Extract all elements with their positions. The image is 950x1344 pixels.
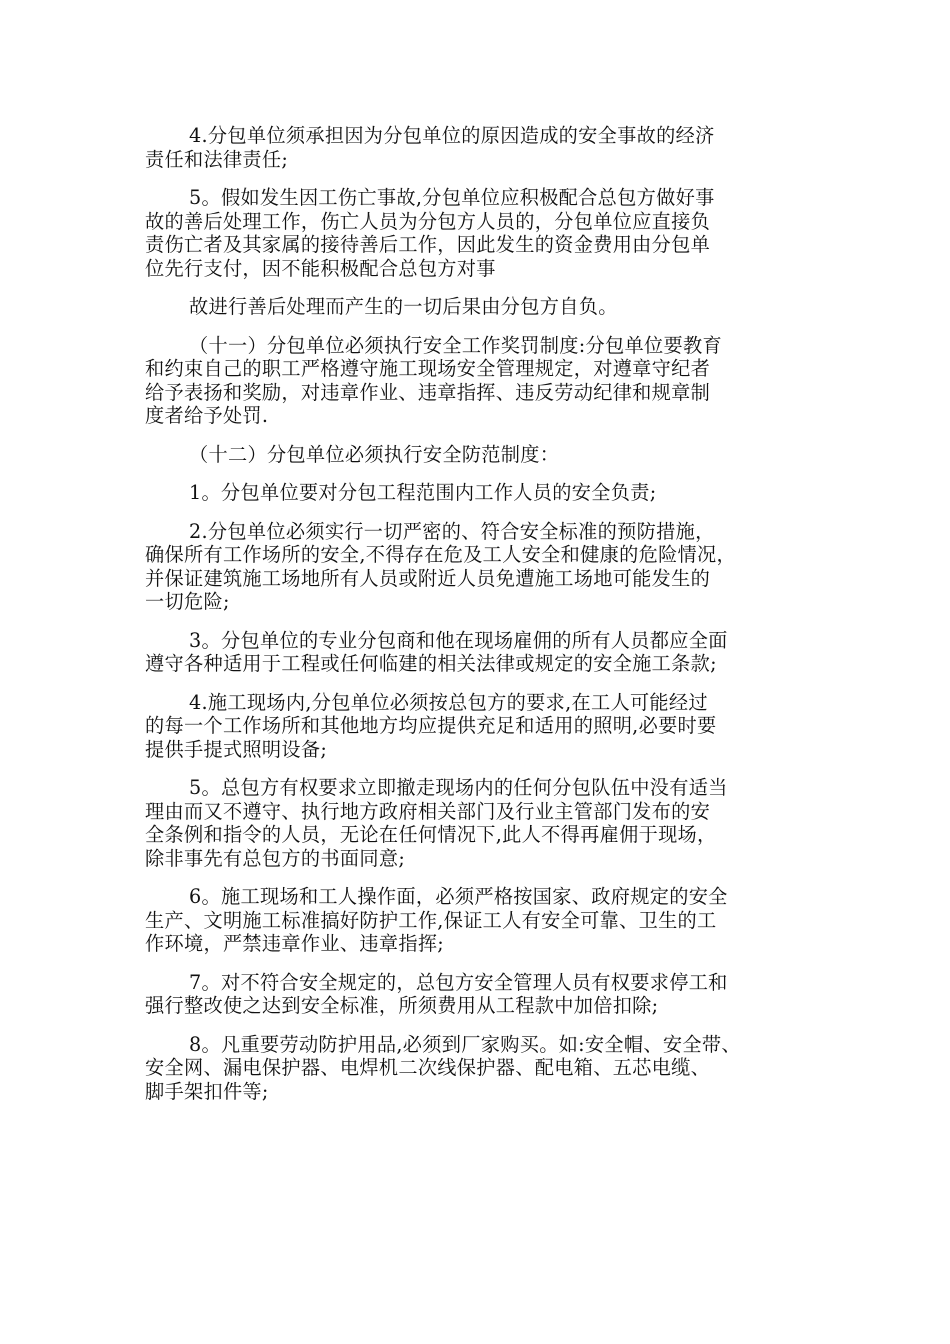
paragraph-line: （十一）分包单位必须执行安全工作奖罚制度:分包单位要教育 [189, 333, 722, 357]
paragraph-line: 生产、文明施工标准搞好防护工作,保证工人有安全可靠、卫生的工 [145, 908, 717, 932]
paragraph-line: 度者给予处罚. [145, 404, 269, 427]
paragraph [145, 629, 817, 676]
paragraph-line: 安全网、漏电保护器、电焊机二次线保护器、配电箱、五芯电缆、 [145, 1056, 711, 1079]
paragraph-line: 位先行支付，因不能积极配合总包方对事 [145, 256, 496, 280]
paragraph [145, 481, 817, 505]
paragraph-line: 给予表扬和奖励，对违章作业、违章指挥、违反劳动纪律和规章制 [145, 380, 711, 404]
paragraph-line: 脚手架扣件等; [145, 1079, 269, 1103]
paragraph-line: 责伤亡者及其家属的接待善后工作，因此发生的资金费用由分包单 [145, 233, 711, 256]
paragraph-line: 1。分包单位要对分包工程范围内工作人员的安全负责; [189, 481, 657, 504]
paragraph-line: 确保所有工作场所的安全,不得存在危及工人安全和健康的危险情况， [145, 543, 737, 566]
paragraph [145, 1033, 817, 1104]
paragraph-line: 并保证建筑施工场地所有人员或附近人员免遭施工场地可能发生的 [145, 566, 711, 590]
paragraph-line: 2.分包单位必须实行一切严密的、符合安全标准的预防措施， [189, 519, 715, 543]
paragraph-line: 一切危险; [145, 590, 230, 613]
paragraph [145, 691, 817, 762]
paragraph-line: 提供手提式照明设备; [145, 737, 328, 761]
paragraph-line: 全条例和指令的人员，无论在任何情况下,此人不得再雇佣于现场， [145, 823, 717, 846]
paragraph-line: 故的善后处理工作，伤亡人员为分包方人员的，分包单位应直接负 [145, 209, 711, 233]
paragraph-line: 5。总包方有权要求立即撤走现场内的任何分包队伍中没有适当 [189, 776, 728, 799]
paragraph [145, 295, 817, 319]
paragraph [145, 124, 817, 171]
paragraph-line: 作环境，严禁违章作业、违章指挥; [145, 932, 445, 955]
paragraph [145, 186, 817, 280]
paragraph-line: 8。凡重要劳动防护用品,必须到厂家购买。如:安全帽、安全带、 [189, 1032, 741, 1056]
paragraph-line: 4.施工现场内,分包单位必须按总包方的要求,在工人可能经过 [189, 690, 708, 714]
paragraph [145, 885, 817, 956]
paragraph-line: 3。分包单位的专业分包商和他在现场雇佣的所有人员都应全面 [189, 628, 728, 652]
paragraph-line: 理由而又不遵守、执行地方政府相关部门及行业主管部门发布的安 [145, 799, 711, 823]
paragraph [145, 334, 817, 428]
paragraph [145, 971, 817, 1018]
paragraph-line: 故进行善后处理而产生的一切后果由分包方自负。 [189, 295, 618, 318]
paragraph [145, 776, 817, 870]
paragraph-line: 和约束自己的职工严格遵守施工现场安全管理规定，对遵章守纪者 [145, 357, 711, 380]
paragraph-line: 的每一个工作场所和其他地方均应提供充足和适用的照明,必要时要 [145, 714, 717, 737]
paragraph-line: 6。施工现场和工人操作面，必须严格按国家、政府规定的安全 [189, 885, 728, 908]
paragraph-line: 7。对不符合安全规定的，总包方安全管理人员有权要求停工和 [189, 970, 728, 994]
paragraph-line: 遵守各种适用于工程或任何临建的相关法律或规定的安全施工条款; [145, 652, 717, 675]
paragraph-line: 除非事先有总包方的书面同意; [145, 846, 406, 870]
document-body [145, 124, 817, 1118]
paragraph-line: （十二）分包单位必须执行安全防范制度： [189, 442, 560, 466]
paragraph-line: 强行整改使之达到安全标准，所须费用从工程款中加倍扣除; [145, 994, 659, 1017]
paragraph-line: 4.分包单位须承担因为分包单位的原因造成的安全事故的经济 [189, 124, 715, 147]
paragraph-line: 5。假如发生因工伤亡事故,分包单位应积极配合总包方做好事 [189, 186, 715, 209]
paragraph-line: 责任和法律责任; [145, 147, 289, 171]
paragraph [145, 520, 817, 614]
paragraph [145, 443, 817, 467]
